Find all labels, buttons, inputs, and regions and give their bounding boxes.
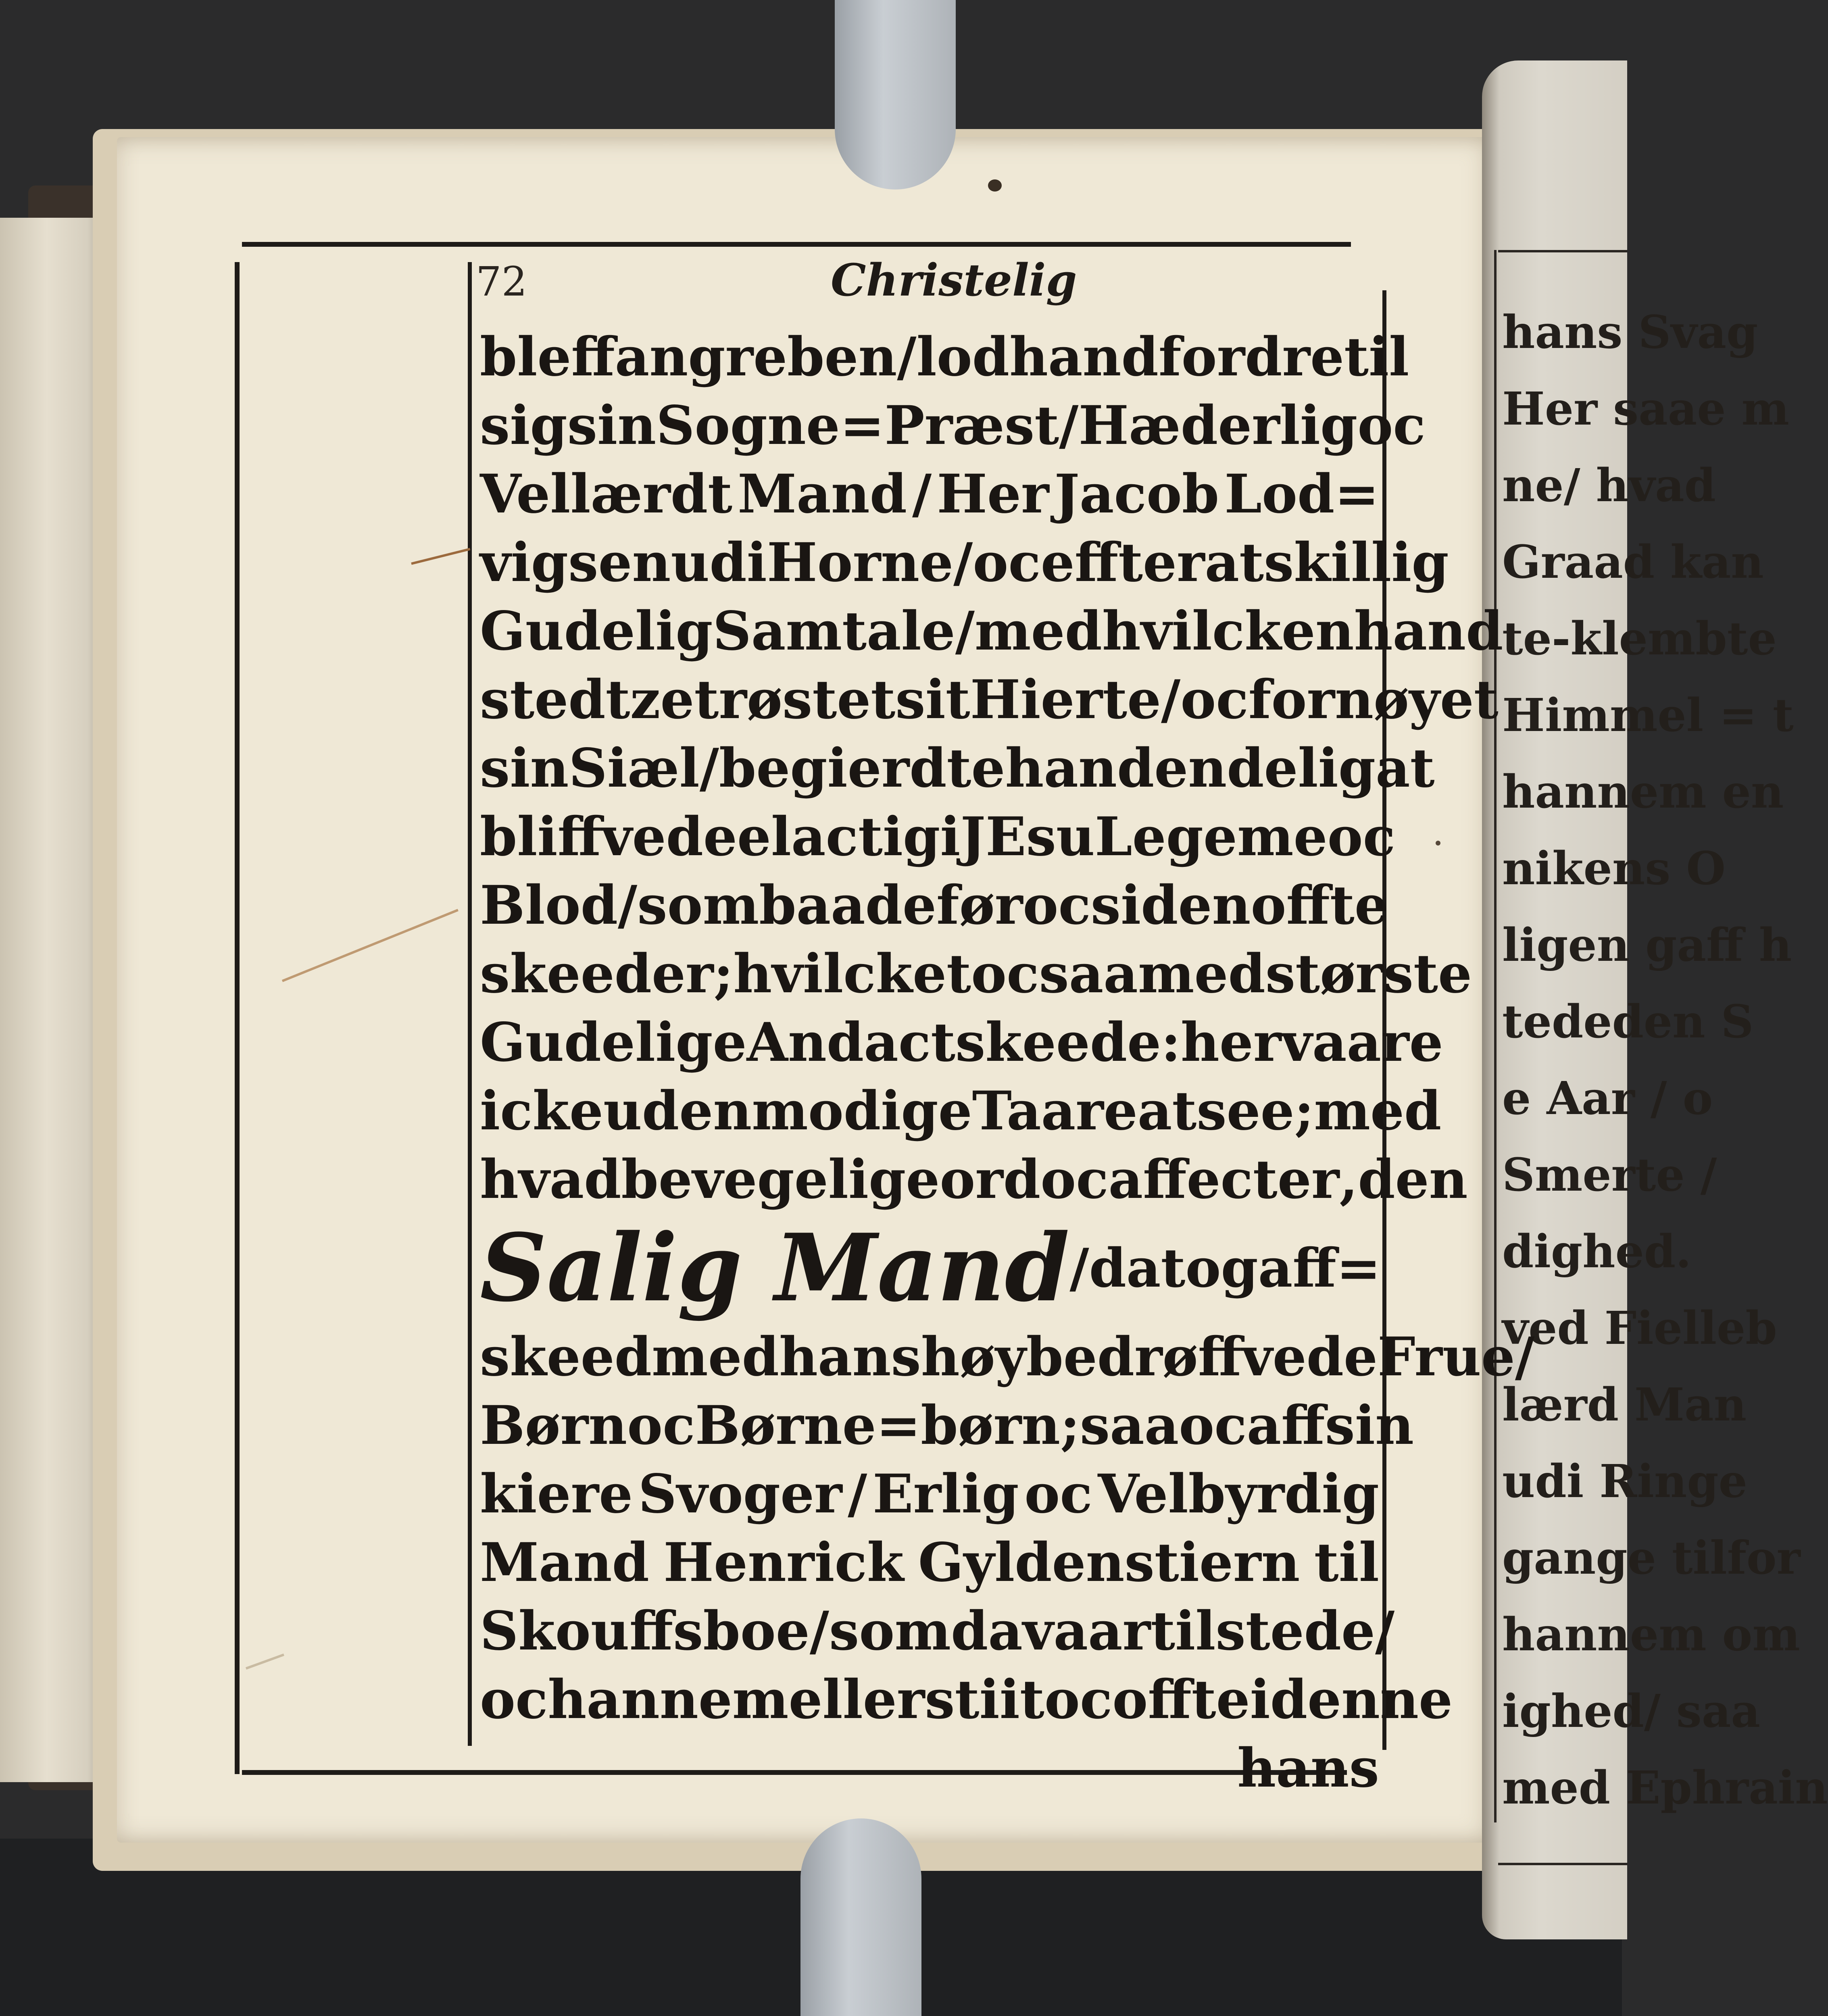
facing-page-line: tededen S (1502, 996, 1754, 1048)
word: sig (480, 394, 567, 457)
word: endelig (1154, 737, 1376, 800)
facing-page-line: hannem om (1502, 1608, 1800, 1661)
text-line (480, 391, 1426, 460)
text-line (480, 323, 1409, 391)
word: før (936, 874, 1023, 937)
word: Her (937, 462, 1049, 525)
word: oc (1023, 874, 1091, 937)
word: Sogne=Præst (656, 394, 1059, 457)
word: effter (1040, 531, 1205, 594)
word: hvad (480, 1148, 621, 1211)
word: hans (779, 1325, 921, 1388)
facing-page-line: Graad kan (1502, 536, 1764, 589)
word: i (1250, 1668, 1270, 1731)
text-line (480, 802, 1396, 871)
word: er (652, 942, 714, 1005)
word: Velbyrdig (1098, 1462, 1379, 1525)
word: oc (1357, 394, 1426, 457)
word: oc (1327, 805, 1396, 868)
word: i (940, 805, 961, 868)
word: udi (671, 531, 767, 594)
text-line (480, 871, 1388, 939)
word: som (829, 1599, 951, 1662)
word: skeed (480, 942, 652, 1005)
word: / (1069, 1237, 1089, 1300)
word: største (1265, 942, 1472, 1005)
word: lod (916, 325, 1010, 388)
word: baade (759, 874, 936, 937)
book-clip-bottom (800, 1818, 921, 2016)
word: med (1314, 1079, 1442, 1142)
word: Taare (972, 1079, 1138, 1142)
word: oc (480, 1668, 548, 1731)
word: Mand (738, 462, 907, 525)
word: / (1059, 394, 1079, 457)
text-line (480, 1597, 1395, 1665)
word: til (1314, 1531, 1379, 1594)
word: Jacob (1054, 462, 1219, 525)
facing-page-rule (1494, 250, 1497, 1822)
frame-rule-top (242, 242, 1351, 247)
facing-page (1482, 60, 1828, 1939)
word: hand (1354, 600, 1503, 662)
text-line (480, 1145, 1468, 1214)
text-line (480, 1665, 1453, 1734)
frame-rule-left (235, 262, 240, 1774)
word: aff (1246, 1394, 1325, 1457)
word: / (897, 325, 917, 388)
word: stedtze (480, 668, 694, 731)
text-line (480, 1460, 1379, 1528)
word: Samtale/med (713, 600, 1102, 662)
word: kiere (480, 1462, 633, 1525)
facing-page-line: ved Fielleb (1502, 1302, 1777, 1355)
word: Børn (480, 1394, 627, 1457)
word: skeed (480, 1325, 652, 1388)
facing-page-line: e Aar / o (1502, 1072, 1713, 1125)
facing-page-line: ligen gaff h (1502, 919, 1792, 972)
word: hand (1009, 325, 1159, 388)
facing-page-line: Her saae m (1502, 383, 1790, 435)
word: sin (480, 737, 569, 800)
facing-page-line: nikens O (1502, 842, 1726, 895)
facing-page-line: te-klembte (1502, 612, 1777, 665)
word: : (1161, 1011, 1181, 1074)
text-line-large (480, 1214, 1379, 1322)
word: Horne/ (767, 531, 973, 594)
word: sin (567, 394, 657, 457)
word: Blod (480, 874, 618, 937)
word: / (699, 737, 719, 800)
word: vigsen (480, 531, 671, 594)
word: at (1376, 737, 1435, 800)
word: tilstede (1151, 1599, 1375, 1662)
word: hand (1005, 737, 1155, 800)
word: Hierte (970, 668, 1161, 731)
running-head: Christelig (831, 254, 1077, 306)
facing-page-text (1502, 294, 1828, 1826)
word: Gudelige (480, 1011, 747, 1074)
word: fordre (1158, 325, 1344, 388)
word: hvilcket (733, 942, 971, 1005)
text-line (480, 597, 1503, 665)
word: , (1339, 1148, 1358, 1211)
facing-page-line: udi Ringe (1502, 1455, 1747, 1508)
word: oc (627, 1394, 695, 1457)
word: oc (1179, 1394, 1247, 1457)
word: Vellærdt (480, 462, 733, 525)
text-line (480, 665, 1499, 734)
text-line (480, 1008, 1443, 1077)
page-number: 72 (476, 258, 527, 305)
word: oc (1180, 668, 1249, 731)
word: trøstet (694, 668, 896, 731)
word: med (652, 1325, 779, 1388)
word: med (1138, 942, 1265, 1005)
facing-page-rule (1498, 250, 1627, 252)
word: uden (603, 1079, 752, 1142)
text-line (480, 460, 1379, 528)
text-line (480, 734, 1435, 802)
word: Gudelig (480, 600, 713, 662)
word: modige (752, 1079, 972, 1142)
word: deelactig (666, 805, 940, 868)
word: see (1196, 1079, 1294, 1142)
word: Siæl (569, 737, 700, 800)
word: siden (1090, 874, 1251, 937)
word: Henrick (663, 1531, 904, 1594)
word: / (1161, 668, 1181, 731)
word: vaare (1281, 1011, 1443, 1074)
paper-spot (988, 179, 1002, 192)
word: offte (1112, 1668, 1250, 1731)
word: aff= (1258, 1237, 1381, 1300)
word: Legeme (1094, 805, 1328, 868)
word: affecter (1108, 1148, 1340, 1211)
facing-page-line: med Ephrain (1502, 1762, 1828, 1814)
facing-page-line: gange tilfor (1502, 1532, 1801, 1585)
facing-page-line: lærd Man (1502, 1379, 1747, 1431)
facing-page-rule (1498, 1863, 1627, 1865)
word: at (1137, 1079, 1197, 1142)
word: vaar (1022, 1599, 1151, 1662)
word: ; (1060, 1394, 1080, 1457)
text-line (480, 1391, 1414, 1460)
word: høybedrøffvede (921, 1325, 1378, 1388)
word: JEsu (960, 805, 1095, 868)
text-line (480, 939, 1472, 1008)
word: hannem (548, 1668, 789, 1731)
word: / (1375, 1599, 1395, 1662)
word: Hæderlig (1078, 394, 1358, 457)
facing-page-line: hans Svag (1502, 306, 1758, 359)
word: Gyldenstiern (918, 1531, 1300, 1594)
word: atskillig (1205, 531, 1449, 594)
word: offte (1251, 874, 1388, 937)
text-line (480, 528, 1449, 597)
word: skeede (955, 1011, 1161, 1074)
word: ocsaa (971, 942, 1138, 1005)
word: Skouffsboe/ (480, 1599, 829, 1662)
word: / (912, 462, 932, 525)
catchword-line (480, 1734, 1379, 1802)
word: da (951, 1599, 1023, 1662)
word: hvilcken (1102, 600, 1354, 662)
body-text (480, 323, 1535, 1802)
frame-rule-inner-left (468, 262, 472, 1746)
word: Svoger (638, 1462, 842, 1525)
word: oc (973, 531, 1041, 594)
word: Børne=børn (695, 1394, 1061, 1457)
word: Erlig (872, 1462, 1019, 1525)
word: Andact (746, 1011, 956, 1074)
word: Frue/ (1377, 1325, 1535, 1388)
word: angreben (615, 325, 897, 388)
text-line (480, 1322, 1535, 1391)
facing-page-line: Smerte / (1502, 1149, 1717, 1202)
facing-page-line: ne/ hvad (1502, 459, 1716, 512)
word: oc (1044, 1668, 1113, 1731)
word: ellers (788, 1668, 955, 1731)
paper-spot (1436, 841, 1440, 846)
word: ; (713, 942, 734, 1005)
word: da (1089, 1237, 1161, 1300)
word: saa (1080, 1394, 1179, 1457)
catchword: hans (1237, 1737, 1379, 1799)
facing-page-line: hannem en (1502, 766, 1784, 818)
word: oc (1024, 1462, 1092, 1525)
word: denne (1270, 1668, 1453, 1731)
word: den (1358, 1148, 1468, 1211)
facing-page-line: Himmel = t (1502, 689, 1794, 742)
word: Mand (480, 1531, 649, 1594)
word: tog (1161, 1237, 1258, 1300)
facing-page-line: ighed/ saa (1502, 1685, 1760, 1738)
large-type-words: Salig Mand (480, 1214, 1070, 1322)
word: / (848, 1462, 867, 1525)
book-clip-top (835, 0, 956, 190)
text-line (480, 1528, 1379, 1597)
text-line (480, 1077, 1442, 1145)
word: begierdte (719, 737, 1005, 800)
word: oc (1040, 1148, 1109, 1211)
word: icke (480, 1079, 603, 1142)
word: her (1180, 1011, 1282, 1074)
word: / (618, 874, 638, 937)
word: bliffve (480, 805, 666, 868)
word: som (637, 874, 759, 937)
word: sin (1325, 1394, 1414, 1457)
facing-page-line: dighed. (1502, 1225, 1692, 1278)
word: bevegelige (621, 1148, 940, 1211)
word: ; (1294, 1079, 1314, 1142)
word: tiit (955, 1668, 1044, 1731)
word: Lod= (1224, 462, 1379, 525)
word: sit (895, 668, 970, 731)
word: bleff (480, 325, 615, 388)
word: fornøyet (1248, 668, 1499, 731)
word: ord (940, 1148, 1041, 1211)
word: til (1344, 325, 1409, 388)
